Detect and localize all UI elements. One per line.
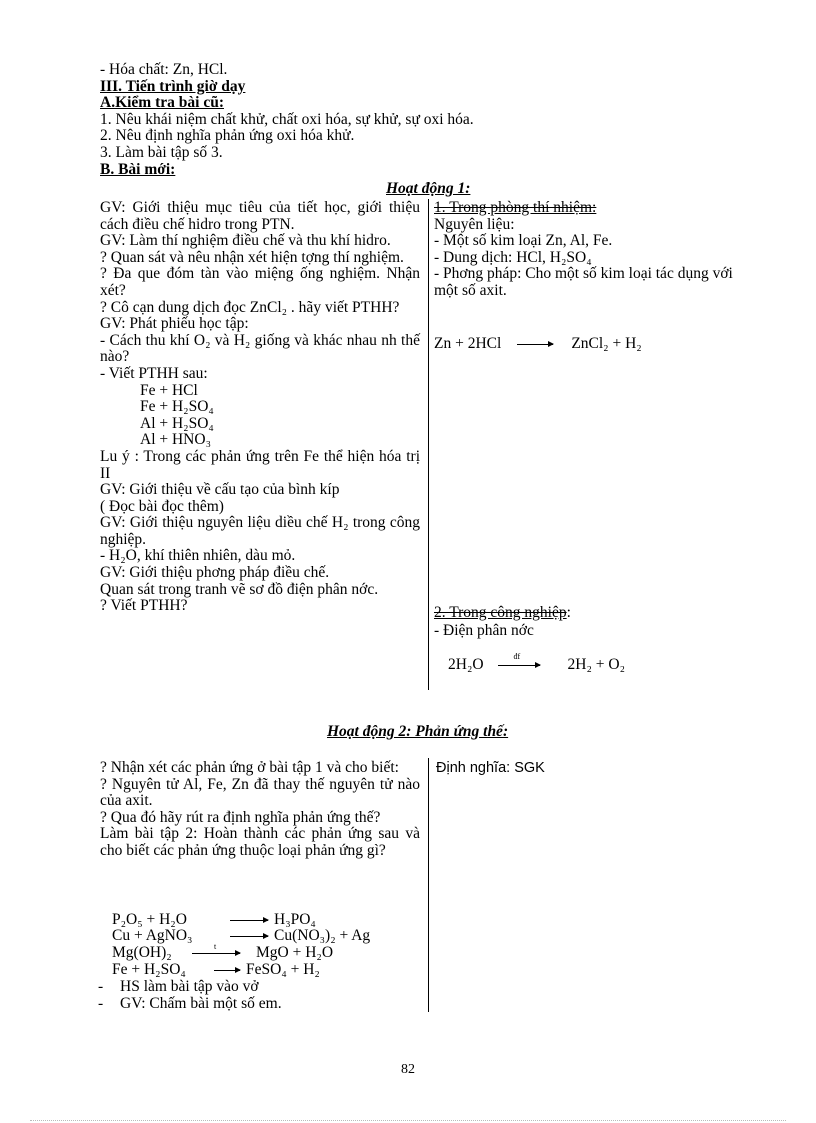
- equation-right: ZnCl₂ + H₂: [571, 335, 642, 352]
- left-line: ? Nguyên tử Al, Fe, Zn đã thay thế nguyên tử nào của axit.: [100, 775, 420, 810]
- equation-left: Cu + AgNO₃: [112, 927, 193, 944]
- section-heading-a: A.Kiểm tra bài cũ:: [100, 94, 224, 112]
- pthh-line: Al + HNO₃: [140, 431, 211, 449]
- left-line: - Viết PTHH sau:: [100, 364, 208, 382]
- left-line: Làm bài tập 2: Hoàn thành các phản ứng sau và cho biết các phản ứng thuộc loại phản ứng gì?: [100, 825, 420, 859]
- activity1-left-column: [100, 200, 420, 615]
- industry-title: 2. Trong công nghiệp: [434, 604, 567, 621]
- left-line: GV: Phát phiếu học tập:: [100, 315, 249, 333]
- equation-right: 2H₂ + O₂: [567, 656, 625, 673]
- left-line: ? Quan sát và nêu nhận xét hiện tợng thí nghiệm.: [100, 248, 404, 266]
- equation-left: Fe + H₂SO₄: [112, 961, 186, 978]
- bullet-item: [98, 996, 282, 1013]
- left-line: ? Đa que đóm tàn vào miệng ống nghiệm. Nhận xét?: [100, 265, 420, 299]
- exercise-equation: [112, 928, 370, 945]
- industry-colon: :: [566, 604, 571, 621]
- activity1-heading: Hoạt động 1:: [386, 180, 471, 197]
- left-line: GV: Giới thiệu mục tiêu của tiết học, giới thiệu cách điều chế hidro trong PTN.: [100, 199, 420, 233]
- activity2-left-column: [100, 760, 420, 860]
- pthh-line: Fe + H₂SO₄: [140, 398, 214, 416]
- column-divider-2: [428, 758, 429, 1012]
- review-question-3: 3. Làm bài tập số 3.: [100, 143, 223, 161]
- exercise-equation: [112, 962, 320, 979]
- left-line: Quan sát trong tranh vẽ sơ đồ điện phân nớc.: [100, 580, 379, 598]
- bullet-item: [98, 979, 259, 996]
- left-line: ? Cô cạn dung dịch đọc ZnCl₂ . hãy viết PTHH?: [100, 298, 400, 316]
- left-line: GV: Giới thiệu phơng pháp điều chế.: [100, 564, 330, 582]
- page-number: 82: [401, 1062, 415, 1077]
- left-line: Lu ý : Trong các phản ứng trên Fe thể hiện hóa trị II: [100, 447, 420, 482]
- equation-left: Mg(OH)₂: [112, 944, 172, 961]
- arrow-icon: [230, 920, 268, 921]
- activity2-heading: Hoạt động 2: Phản ứng thế:: [327, 723, 509, 740]
- section-heading-b: B. Bài mới:: [100, 160, 176, 178]
- review-question-1: 1. Nêu khái niệm chất khử, chất oxi hóa, sự khử, sự oxi hóa.: [100, 110, 474, 128]
- equation-zn-hcl: [434, 336, 642, 353]
- left-line: - Cách thu khí O₂ và H₂ giống và khác nhau nh thế nào?: [100, 331, 420, 366]
- equation-left: Zn + 2HCl: [434, 335, 502, 352]
- bullet-text: HS làm bài tập vào vở: [120, 978, 259, 995]
- equation-right: H₃PO₄: [274, 911, 316, 928]
- arrow-condition: đf: [513, 651, 521, 661]
- section-heading-3: III. Tiến trình giờ dạy: [100, 77, 246, 95]
- solutions-line: - Dung dịch: HCl, H₂SO₄: [434, 248, 592, 266]
- left-line: ? Qua đó hãy rút ra định nghĩa phản ứng thế?: [100, 808, 381, 826]
- equation-right: FeSO₄ + H₂: [246, 961, 320, 978]
- arrow-condition: t: [214, 941, 217, 951]
- definition-line: Định nghĩa: SGK: [436, 760, 545, 776]
- equation-left: P₂O₅ + H₂O: [112, 911, 187, 928]
- left-line: GV: Giới thiệu nguyên liệu diều chế H₂ trong công nghiệp.: [100, 514, 420, 548]
- column-divider-1: [428, 199, 429, 690]
- exercise-equation: [112, 941, 334, 962]
- left-line: ? Nhận xét các phản ứng ở bài tập 1 và cho biết:: [100, 759, 399, 776]
- electrolysis-line: - Điện phân nớc: [434, 622, 534, 639]
- left-line: GV: Làm thí nghiệm điều chế và thu khí hidro.: [100, 232, 391, 250]
- bullet-dash: -: [98, 995, 104, 1012]
- left-line: ? Viết PTHH?: [100, 597, 188, 615]
- page-bottom-divider: [30, 1120, 786, 1121]
- equation-left: 2H₂O: [448, 656, 484, 673]
- pthh-line: Al + H₂SO₄: [140, 414, 214, 432]
- arrow-icon: [498, 651, 540, 666]
- arrow-icon: [517, 344, 553, 345]
- equation-electrolysis: [448, 651, 625, 674]
- metals-line: - Một số kim loại Zn, Al, Fe.: [434, 232, 613, 250]
- left-line: GV: Giới thiệu về cấu tạo của bình kíp: [100, 481, 340, 499]
- materials-line: - Hóa chất: Zn, HCl.: [100, 61, 228, 78]
- materials-label: Nguyên liệu:: [434, 215, 515, 233]
- equation-right: Cu(NO₃)₂ + Ag: [274, 927, 371, 944]
- intro-block: [100, 62, 660, 178]
- review-question-2: 2. Nêu định nghĩa phản ứng oxi hóa khử.: [100, 127, 355, 145]
- left-line: ( Đọc bài đọc thêm): [100, 497, 224, 515]
- arrow-icon: [214, 970, 240, 971]
- arrow-icon: [230, 936, 268, 937]
- activity1-right-column: [434, 200, 760, 300]
- bullet-text: GV: Chấm bài một số em.: [120, 995, 282, 1012]
- method-line: - Phơng pháp: Cho một số kim loại tác dụng với một số axit.: [434, 265, 733, 299]
- equation-right: MgO + H₂O: [256, 944, 334, 961]
- bullet-dash: -: [98, 978, 104, 995]
- industry-title-row: [434, 605, 571, 622]
- arrow-icon: [192, 941, 240, 954]
- lab-title: 1. Trong phòng thí nhiệm:: [434, 199, 597, 216]
- left-line: - H₂O, khí thiên nhiên, dàu mỏ.: [100, 547, 296, 565]
- pthh-line: Fe + HCl: [140, 381, 198, 399]
